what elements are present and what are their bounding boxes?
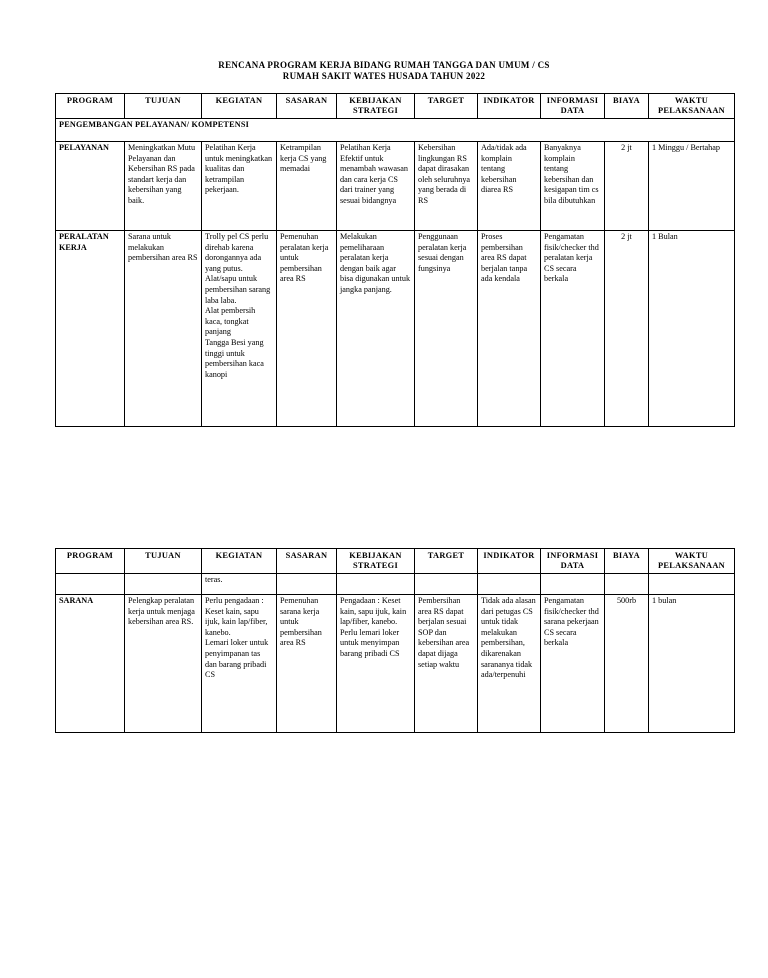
col-header-informasi: INFORMASI DATA bbox=[541, 549, 605, 574]
cell-tujuan: Meningkatkan Mutu Pelayanan dan Kebersihan RS pada standart kerja dan kebersihan yang baik. bbox=[125, 142, 202, 231]
col-header-indikator: INDIKATOR bbox=[478, 549, 541, 574]
col-header-target: TARGET bbox=[415, 94, 478, 119]
cell-kegiatan bbox=[202, 142, 277, 231]
section-row bbox=[56, 119, 735, 142]
kegiatan-item: Pelatihan Kerja untuk meningkatkan kualitas dan ketrampilan pekerjaan. bbox=[205, 143, 273, 195]
table-row bbox=[56, 595, 735, 733]
cell-target: Kebersihan lingkungan RS dapat dirasakan oleh seluruhnya yang berada di RS bbox=[415, 142, 478, 231]
section-label: PENGEMBANGAN PELAYANAN/ KOMPETENSI bbox=[56, 119, 735, 142]
document-title: RENCANA PROGRAM KERJA BIDANG RUMAH TANGGA DAN UMUM / CS bbox=[218, 60, 550, 70]
program-table-2 bbox=[55, 548, 735, 733]
program-table-1 bbox=[55, 93, 735, 427]
col-header-waktu: WAKTU PELAKSANAAN bbox=[649, 94, 735, 119]
cell-indikator: Proses pembersihan area RS dapat berjalan tanpa ada kendala bbox=[478, 231, 541, 427]
cell-sasaran: Pemenuhan peralatan kerja untuk pembersihan area RS bbox=[277, 231, 337, 427]
cell-empty bbox=[56, 574, 125, 595]
cell-target: Pembersihan area RS dapat berjalan sesuai SOP dan kebersihan area dapat dijaga setiap waktu bbox=[415, 595, 478, 733]
cell-empty bbox=[478, 574, 541, 595]
table-row bbox=[56, 142, 735, 231]
cell-kegiatan bbox=[202, 595, 277, 733]
cell-indikator: Ada/tidak ada komplain tentang kebersihan diarea RS bbox=[478, 142, 541, 231]
kegiatan-item: Trolly pel CS perlu direhab karena dorongannya ada yang putus. bbox=[205, 232, 269, 273]
kegiatan-item: Alat pembersih kaca, tongkat panjang bbox=[205, 306, 256, 337]
cell-informasi: Banyaknya komplain tentang kebersihan dan kesigapan tim cs bila dibutuhkan bbox=[541, 142, 605, 231]
cell-kebijakan: Pelatihan Kerja Efektif untuk menambah wawasan dan cara kerja CS dari trainer yang sesuai bidangnya bbox=[337, 142, 415, 231]
cell-waktu: 1 bulan bbox=[649, 595, 735, 733]
cell-indikator: Tidak ada alasan dari petugas CS untuk tidak melakukan pembersihan, dikarenakan sarananya tidak ada/terpenuhi bbox=[478, 595, 541, 733]
cell-empty bbox=[605, 574, 649, 595]
kegiatan-item: Alat/sapu untuk pembersihan sarang laba laba. bbox=[205, 274, 271, 305]
cell-kegiatan-continuation: teras. bbox=[202, 574, 277, 595]
col-header-kebijakan: KEBIJAKAN STRATEGI bbox=[337, 549, 415, 574]
cell-tujuan: Pelengkap peralatan kerja untuk menjaga kebersihan area RS. bbox=[125, 595, 202, 733]
col-header-target: TARGET bbox=[415, 549, 478, 574]
cell-informasi: Pengamatan fisik/checker thd sarana pekerjaan CS secara berkala bbox=[541, 595, 605, 733]
cell-kebijakan: Melakukan pemeliharaan peralatan kerja dengan baik agar bisa digunakan untuk jangka panjang. bbox=[337, 231, 415, 427]
col-header-sasaran: SASARAN bbox=[277, 549, 337, 574]
cell-kebijakan: Pengadaan : Keset kain, sapu ijuk, kain lap/fiber, kanebo. Perlu lemari loker untuk menyimpan barang pribadi CS bbox=[337, 595, 415, 733]
cell-program: PERALATAN KERJA bbox=[56, 231, 125, 427]
table-header-row bbox=[56, 549, 735, 574]
col-header-indikator: INDIKATOR bbox=[478, 94, 541, 119]
table-row bbox=[56, 231, 735, 427]
col-header-informasi: INFORMASI DATA bbox=[541, 94, 605, 119]
cell-target: Penggunaan peralatan kerja sesuai dengan fungsinya bbox=[415, 231, 478, 427]
cell-biaya: 2 jt bbox=[605, 231, 649, 427]
table-header-row bbox=[56, 94, 735, 119]
col-header-tujuan: TUJUAN bbox=[125, 549, 202, 574]
cell-sasaran: Ketrampilan kerja CS yang memadai bbox=[277, 142, 337, 231]
col-header-biaya: BIAYA bbox=[605, 549, 649, 574]
cell-waktu: 1 Bulan bbox=[649, 231, 735, 427]
cell-tujuan: Sarana untuk melakukan pembersihan area RS bbox=[125, 231, 202, 427]
col-header-program: PROGRAM bbox=[56, 549, 125, 574]
col-header-biaya: BIAYA bbox=[605, 94, 649, 119]
kegiatan-item: Lemari loker untuk penyimpanan tas dan barang pribadi CS bbox=[205, 638, 269, 680]
cell-empty bbox=[125, 574, 202, 595]
col-header-kegiatan: KEGIATAN bbox=[202, 549, 277, 574]
col-header-waktu: WAKTU PELAKSANAAN bbox=[649, 549, 735, 574]
col-header-kebijakan: KEBIJAKAN STRATEGI bbox=[337, 94, 415, 119]
continuation-row bbox=[56, 574, 735, 595]
col-header-program: PROGRAM bbox=[56, 94, 125, 119]
cell-program: PELAYANAN bbox=[56, 142, 125, 231]
kegiatan-item: Perlu pengadaan : Keset kain, sapu ijuk, kain lap/fiber, kanebo. bbox=[205, 596, 268, 637]
cell-biaya: 2 jt bbox=[605, 142, 649, 231]
cell-waktu: 1 Minggu / Bertahap bbox=[649, 142, 735, 231]
col-header-kegiatan: KEGIATAN bbox=[202, 94, 277, 119]
document-subtitle: RUMAH SAKIT WATES HUSADA TAHUN 2022 bbox=[282, 71, 486, 81]
cell-program: SARANA bbox=[56, 595, 125, 733]
cell-empty bbox=[541, 574, 605, 595]
col-header-tujuan: TUJUAN bbox=[125, 94, 202, 119]
col-header-sasaran: SASARAN bbox=[277, 94, 337, 119]
cell-sasaran: Pemenuhan sarana kerja untuk pembersihan area RS bbox=[277, 595, 337, 733]
cell-kegiatan bbox=[202, 231, 277, 427]
cell-informasi: Pengamatan fisik/checker thd peralatan kerja CS secara berkala bbox=[541, 231, 605, 427]
cell-empty bbox=[277, 574, 337, 595]
cell-empty bbox=[337, 574, 415, 595]
cell-empty bbox=[415, 574, 478, 595]
cell-empty bbox=[649, 574, 735, 595]
cell-biaya: 500rb bbox=[605, 595, 649, 733]
kegiatan-item: Tangga Besi yang tinggi untuk pembersihan kaca kanopi bbox=[205, 337, 264, 379]
